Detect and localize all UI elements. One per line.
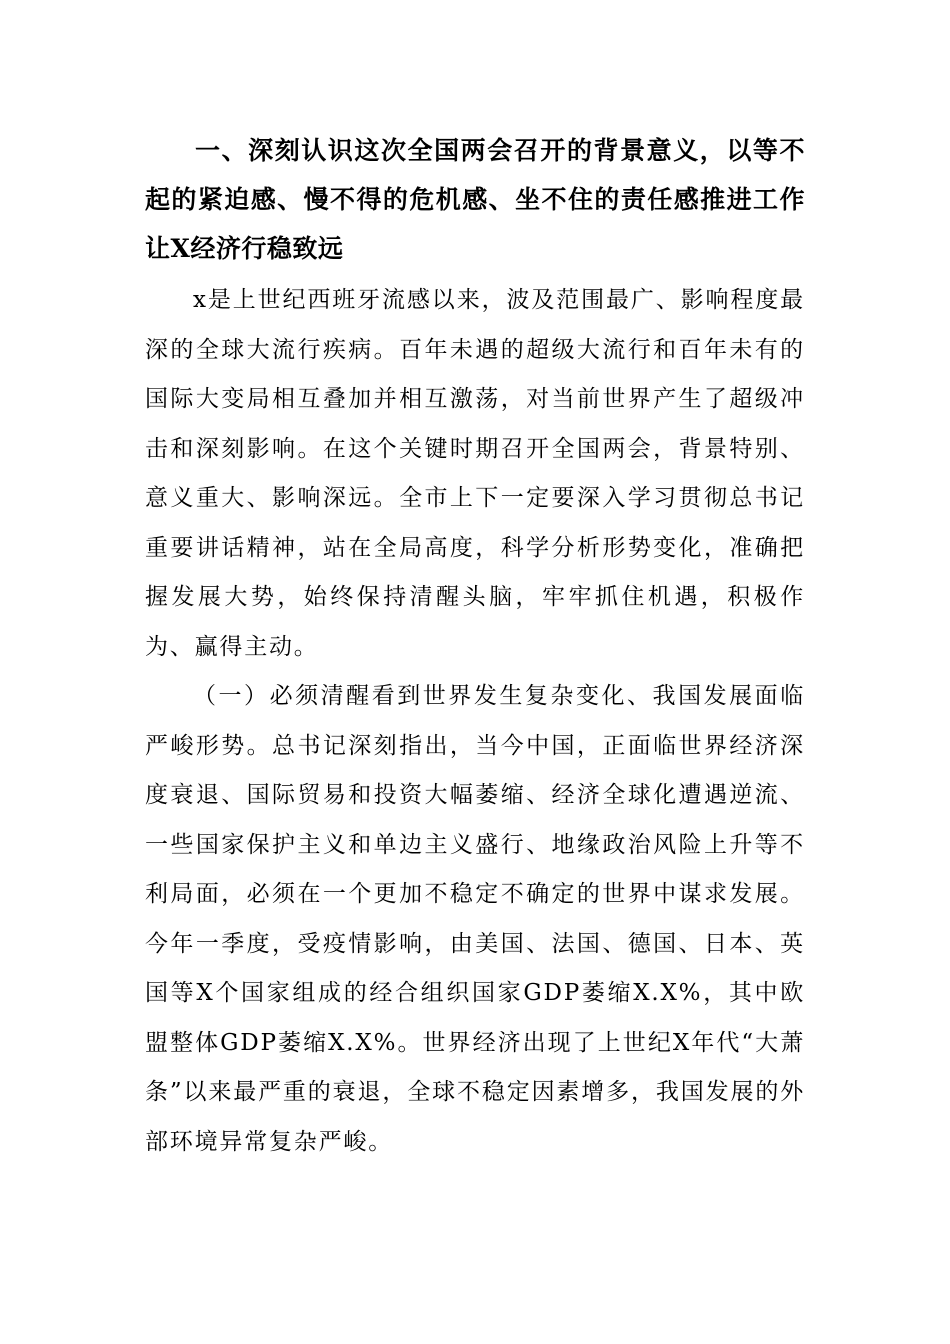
body-paragraph-2: （一）必须清醒看到世界发生复杂变化、我国发展面临严峻形势。总书记深刻指出，当今中国，正面临世界经济深度衰退、国际贸易和投资大幅萎缩、经济全球化遭遇逆流、一些国家保护主义和单边主义盛行、地缘政治风险上升等不利局面，必须在一个更加不稳定不确定的世界中谋求发展。今年一季度，受疫情影响，由美国、法国、德国、日本、英国等X个国家组成的经合组织国家GDP萎缩X.X%，其中欧盟整体GDP萎缩X.X%。世界经济出现了上世纪X年代“大萧条”以来最严重的衰退，全球不稳定因素增多，我国发展的外部环境异常复杂严峻。 <box>145 683 805 1155</box>
section-heading: 一、深刻认识这次全国两会召开的背景意义，以等不起的紧迫感、慢不得的危机感、坐不住的责任感推进工作让X经济行稳致远 <box>145 136 805 263</box>
document-body <box>145 126 805 1167</box>
body-paragraph-1: x是上世纪西班牙流感以来，波及范围最广、影响程度最深的全球大流行疾病。百年未遇的超级大流行和百年未有的国际大变局相互叠加并相互激荡，对当前世界产生了超级冲击和深刻影响。在这个关键时期召开全国两会，背景特别、意义重大、影响深远。全市上下一定要深入学习贯彻总书记重要讲话精神，站在全局高度，科学分析形势变化，准确把握发展大势，始终保持清醒头脑，牢牢抓住机遇，积极作为、赢得主动。 <box>145 287 805 660</box>
